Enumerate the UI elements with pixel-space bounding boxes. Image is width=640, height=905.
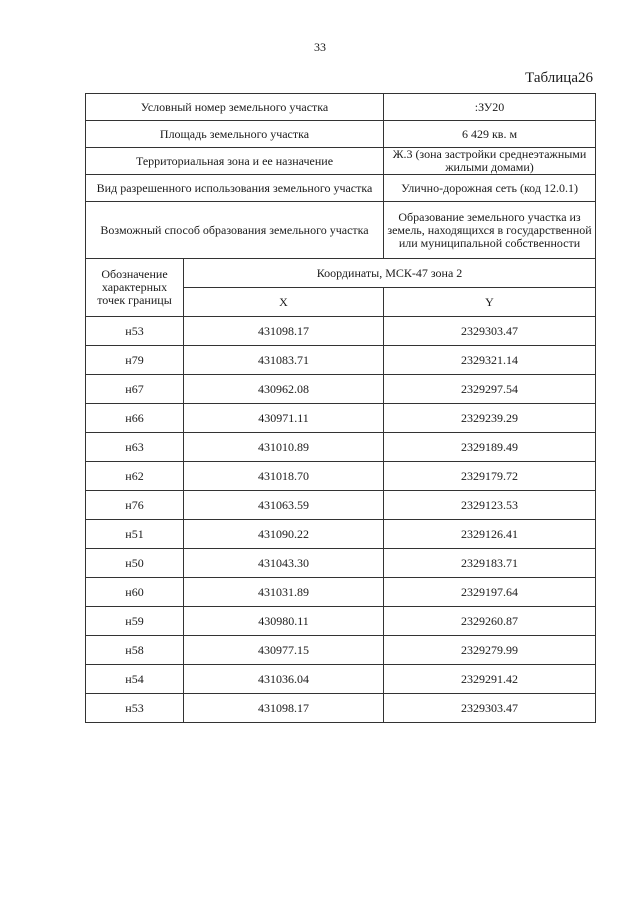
info-value: 6 429 кв. м	[384, 121, 596, 148]
point-name: н54	[86, 665, 184, 694]
point-name: н67	[86, 375, 184, 404]
point-y: 2329297.54	[384, 375, 596, 404]
table-row	[86, 404, 596, 433]
point-y: 2329183.71	[384, 549, 596, 578]
info-row-formation-method	[86, 202, 596, 259]
point-y: 2329260.87	[384, 607, 596, 636]
point-y: 2329126.41	[384, 520, 596, 549]
point-y: 2329179.72	[384, 462, 596, 491]
point-name: н62	[86, 462, 184, 491]
point-y: 2329189.49	[384, 433, 596, 462]
table-row	[86, 433, 596, 462]
point-x: 431036.04	[184, 665, 384, 694]
land-plot-table	[85, 93, 596, 723]
table-row	[86, 607, 596, 636]
point-name: н59	[86, 607, 184, 636]
boundary-points	[86, 317, 596, 723]
point-x: 431018.70	[184, 462, 384, 491]
point-x: 431031.89	[184, 578, 384, 607]
table-row	[86, 694, 596, 723]
info-row-area	[86, 121, 596, 148]
y-column-header: Y	[384, 288, 596, 317]
point-y: 2329279.99	[384, 636, 596, 665]
land-plot-info	[86, 94, 596, 317]
point-y: 2329123.53	[384, 491, 596, 520]
table-caption: Таблица26	[525, 70, 593, 86]
table-row	[86, 491, 596, 520]
point-y: 2329303.47	[384, 317, 596, 346]
point-name: н60	[86, 578, 184, 607]
table-row	[86, 375, 596, 404]
table-row	[86, 549, 596, 578]
info-label: Вид разрешенного использования земельного участка	[86, 175, 384, 202]
info-row-permitted-use	[86, 175, 596, 202]
point-column-header: Обозначение характерных точек границы	[86, 259, 184, 317]
point-x: 431063.59	[184, 491, 384, 520]
point-name: н63	[86, 433, 184, 462]
table-row	[86, 317, 596, 346]
coordinate-system-header: Координаты, МСК-47 зона 2	[184, 259, 596, 288]
info-label: Площадь земельного участка	[86, 121, 384, 148]
info-value: Улично-дорожная сеть (код 12.0.1)	[384, 175, 596, 202]
point-y: 2329197.64	[384, 578, 596, 607]
point-x: 431043.30	[184, 549, 384, 578]
point-x: 431098.17	[184, 317, 384, 346]
info-row-zone	[86, 148, 596, 175]
point-x: 431083.71	[184, 346, 384, 375]
table-row	[86, 578, 596, 607]
point-y: 2329303.47	[384, 694, 596, 723]
info-row-plot-number	[86, 94, 596, 121]
point-x: 430962.08	[184, 375, 384, 404]
point-name: н50	[86, 549, 184, 578]
info-label: Условный номер земельного участка	[86, 94, 384, 121]
point-x: 431098.17	[184, 694, 384, 723]
point-name: н53	[86, 317, 184, 346]
point-x: 430977.15	[184, 636, 384, 665]
page-number: 33	[314, 40, 326, 54]
info-value: :ЗУ20	[384, 94, 596, 121]
table-row	[86, 636, 596, 665]
info-label: Возможный способ образования земельного участка	[86, 202, 384, 259]
x-column-header: X	[184, 288, 384, 317]
table-row	[86, 520, 596, 549]
point-name: н66	[86, 404, 184, 433]
point-x: 431010.89	[184, 433, 384, 462]
table-row	[86, 346, 596, 375]
coords-header-row	[86, 259, 596, 288]
point-y: 2329321.14	[384, 346, 596, 375]
point-x: 430980.11	[184, 607, 384, 636]
point-y: 2329291.42	[384, 665, 596, 694]
point-name: н76	[86, 491, 184, 520]
info-label: Территориальная зона и ее назначение	[86, 148, 384, 175]
point-y: 2329239.29	[384, 404, 596, 433]
info-value: Образование земельного участка из земель, находящихся в государственной или муниципальной собственности	[384, 202, 596, 259]
point-name: н51	[86, 520, 184, 549]
info-value: Ж.3 (зона застройки среднеэтажными жилыми домами)	[384, 148, 596, 175]
point-name: н53	[86, 694, 184, 723]
point-x: 430971.11	[184, 404, 384, 433]
table-row	[86, 462, 596, 491]
table-row	[86, 665, 596, 694]
point-name: н58	[86, 636, 184, 665]
point-x: 431090.22	[184, 520, 384, 549]
point-name: н79	[86, 346, 184, 375]
